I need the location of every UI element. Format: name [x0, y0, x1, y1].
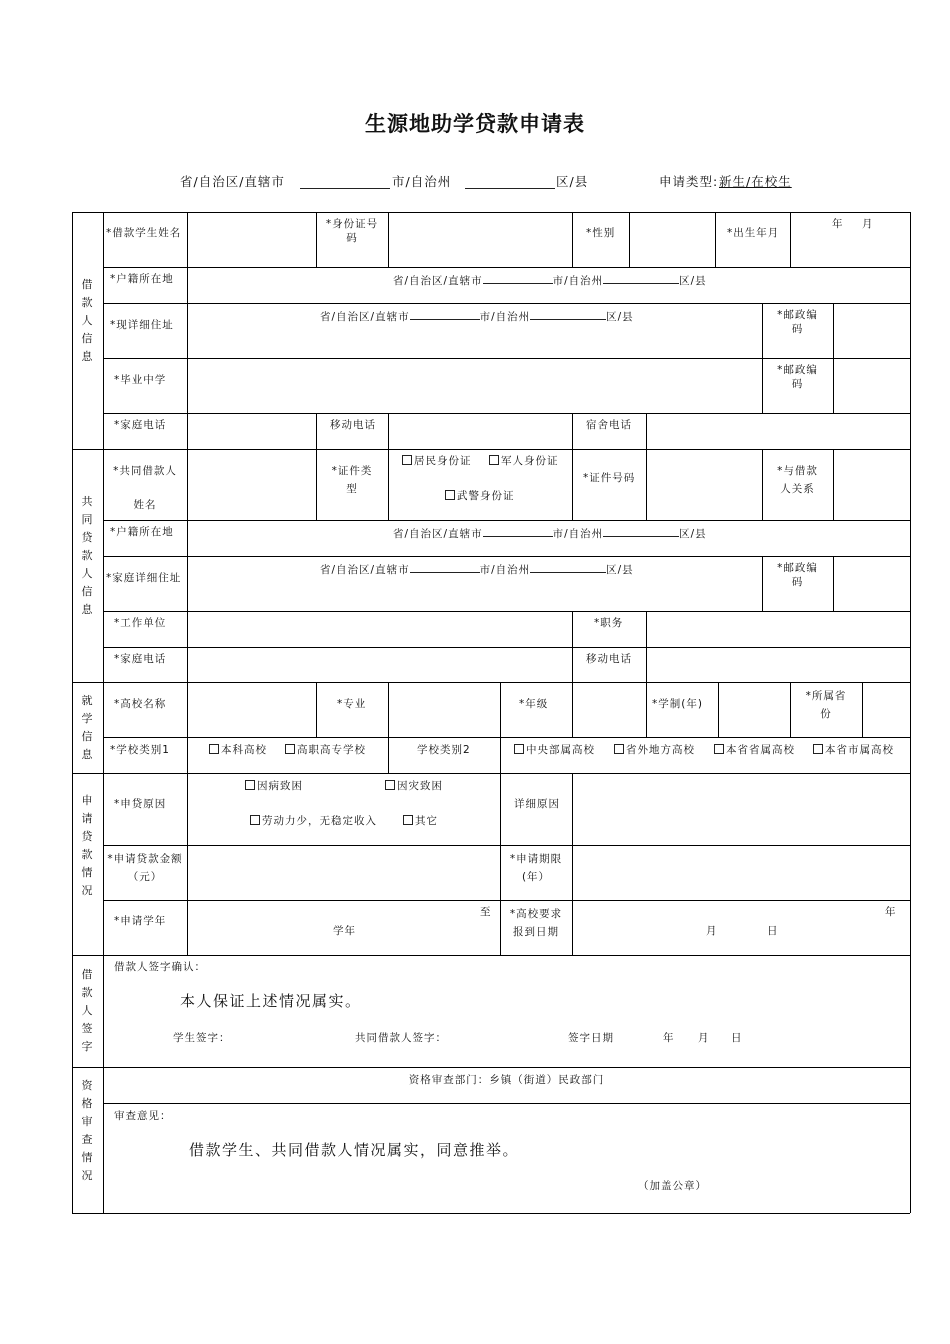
label-current-address: *现详细住址	[110, 319, 174, 331]
label-review-opinion: 审查意见：	[114, 1110, 172, 1122]
report-year: 年	[885, 906, 897, 918]
apply-type-value[interactable]: 新生/在校生	[719, 174, 792, 189]
opt-disaster[interactable]: 因灾致困	[385, 779, 443, 793]
section-label-borrower: 借 款 人 信 息	[81, 278, 93, 363]
label-dorm-phone: 宿舍电话	[586, 419, 632, 431]
label-co-signature: 共同借款人签字：	[355, 1032, 447, 1044]
checkbox-icon	[714, 744, 724, 754]
label-student-name: *借款学生姓名	[106, 227, 182, 239]
checkbox-icon	[445, 490, 455, 500]
label-gender: *性别	[586, 227, 616, 239]
label-mobile: 移动电话	[330, 419, 376, 431]
label-co-zip: *邮政编 码	[777, 562, 818, 588]
page-title: 生源地助学贷款申请表	[365, 111, 585, 136]
header-city: 市/自治州	[392, 174, 452, 189]
label-co-hukou: *户籍所在地	[110, 526, 174, 538]
label-grade: *年级	[519, 698, 549, 710]
label-detail-reason: 详细原因	[514, 798, 560, 810]
sign-year: 年	[663, 1032, 675, 1044]
label-report-date: *高校要求 报到日期	[509, 908, 563, 938]
review-department: 资格审查部门：乡镇（街道）民政部门	[408, 1074, 605, 1086]
label-school-category-1: *学校类别1	[110, 744, 170, 756]
label-position: *职务	[594, 617, 624, 629]
checkbox-icon	[813, 744, 823, 754]
header-district: 区/县	[556, 174, 589, 189]
section-label-school: 就 学 信 息	[81, 694, 93, 761]
checkbox-icon	[245, 780, 255, 790]
label-co-home-address: *家庭详细住址	[106, 572, 182, 584]
header-province-blank[interactable]	[300, 188, 390, 189]
label-loan-term: *申请期限 (年）	[509, 853, 563, 883]
opt-central[interactable]: 中央部属高校	[514, 743, 595, 757]
sign-day: 日	[731, 1032, 743, 1044]
hukou-address-line[interactable]: 省/自治区/直辖市 市/自治州 区/县	[393, 272, 707, 288]
opt-army-id[interactable]: 军人身份证	[489, 454, 559, 468]
opt-resident-id[interactable]: 居民身份证	[402, 454, 472, 468]
header-province: 省/自治区/直辖市	[180, 174, 285, 189]
sign-statement: 本人保证上述情况属实。	[180, 992, 362, 1010]
label-major: *专业	[337, 698, 367, 710]
year-to: 至	[480, 906, 492, 918]
sign-month: 月	[698, 1032, 710, 1044]
label-relationship: *与借款 人关系	[777, 465, 818, 495]
checkbox-icon	[285, 744, 295, 754]
opt-labor-shortage[interactable]: 劳动力少，无稳定收入	[250, 814, 377, 828]
section-label-signature: 借 款 人 签 字	[81, 968, 93, 1053]
label-hukou: *户籍所在地	[110, 273, 174, 285]
report-month: 月	[706, 925, 718, 937]
report-day: 日	[767, 925, 779, 937]
label-middle-school: *毕业中学	[114, 374, 167, 386]
current-address-line[interactable]: 省/自治区/直辖市 市/自治州 区/县	[320, 308, 634, 324]
label-cert-number: *证件号码	[583, 472, 636, 484]
review-statement: 借款学生、共同借款人情况属实，同意推举。	[189, 1141, 520, 1159]
label-birth: *出生年月	[727, 227, 780, 239]
year-suffix: 学年	[333, 925, 356, 937]
label-student-signature: 学生签字：	[173, 1032, 231, 1044]
birth-year: 年	[832, 218, 844, 230]
label-school-category-2: 学校类别2	[417, 744, 471, 756]
section-label-co-borrower: 共 同 贷 款 人 信 息	[81, 495, 93, 616]
co-hukou-address-line[interactable]: 省/自治区/直辖市 市/自治州 区/县	[393, 525, 707, 541]
label-province-of-school: *所属省 份	[805, 690, 847, 720]
label-cert-type: *证件类 型	[331, 465, 373, 495]
label-loan-amount: *申请贷款金额 （元）	[107, 853, 183, 883]
label-co-name: *共同借款人 姓名	[113, 465, 177, 511]
header-city-blank[interactable]	[465, 188, 555, 189]
label-loan-reason: *申贷原因	[114, 798, 167, 810]
checkbox-icon	[385, 780, 395, 790]
official-seal-note: （加盖公章）	[638, 1180, 707, 1192]
label-co-home-phone: *家庭电话	[114, 653, 167, 665]
opt-undergrad[interactable]: 本科高校	[209, 743, 267, 757]
label-college-name: *高校名称	[114, 698, 167, 710]
label-work-unit: *工作单位	[114, 617, 167, 629]
checkbox-icon	[514, 744, 524, 754]
section-label-review: 资 格 审 查 情 况	[81, 1079, 93, 1182]
opt-vocational[interactable]: 高职高专学校	[285, 743, 366, 757]
label-schooling-years: *学制(年)	[652, 698, 703, 710]
apply-type-label: 申请类型:	[659, 174, 719, 189]
opt-police-id[interactable]: 武警身份证	[445, 489, 515, 503]
opt-municipal[interactable]: 本省市属高校	[813, 743, 894, 757]
section-label-loan: 申 请 贷 款 情 况	[81, 794, 93, 897]
opt-provincial[interactable]: 本省省属高校	[714, 743, 795, 757]
label-co-mobile: 移动电话	[586, 653, 632, 665]
checkbox-icon	[614, 744, 624, 754]
co-home-address-line[interactable]: 省/自治区/直辖市 市/自治州 区/县	[320, 561, 634, 577]
opt-illness[interactable]: 因病致困	[245, 779, 303, 793]
label-zip-2: *邮政编 码	[777, 364, 818, 390]
checkbox-icon	[402, 455, 412, 465]
checkbox-icon	[489, 455, 499, 465]
label-academic-year: *申请学年	[114, 915, 167, 927]
birth-month: 月	[862, 218, 874, 230]
checkbox-icon	[403, 815, 413, 825]
label-sign-confirm: 借款人签字确认：	[114, 961, 206, 973]
opt-other[interactable]: 其它	[403, 814, 438, 828]
checkbox-icon	[209, 744, 219, 754]
opt-out-of-province[interactable]: 省外地方高校	[614, 743, 695, 757]
checkbox-icon	[250, 815, 260, 825]
label-home-phone: *家庭电话	[114, 419, 167, 431]
label-sign-date: 签字日期	[568, 1032, 614, 1044]
label-id-number: *身份证号 码	[325, 218, 379, 244]
label-zip-1: *邮政编 码	[777, 309, 818, 335]
